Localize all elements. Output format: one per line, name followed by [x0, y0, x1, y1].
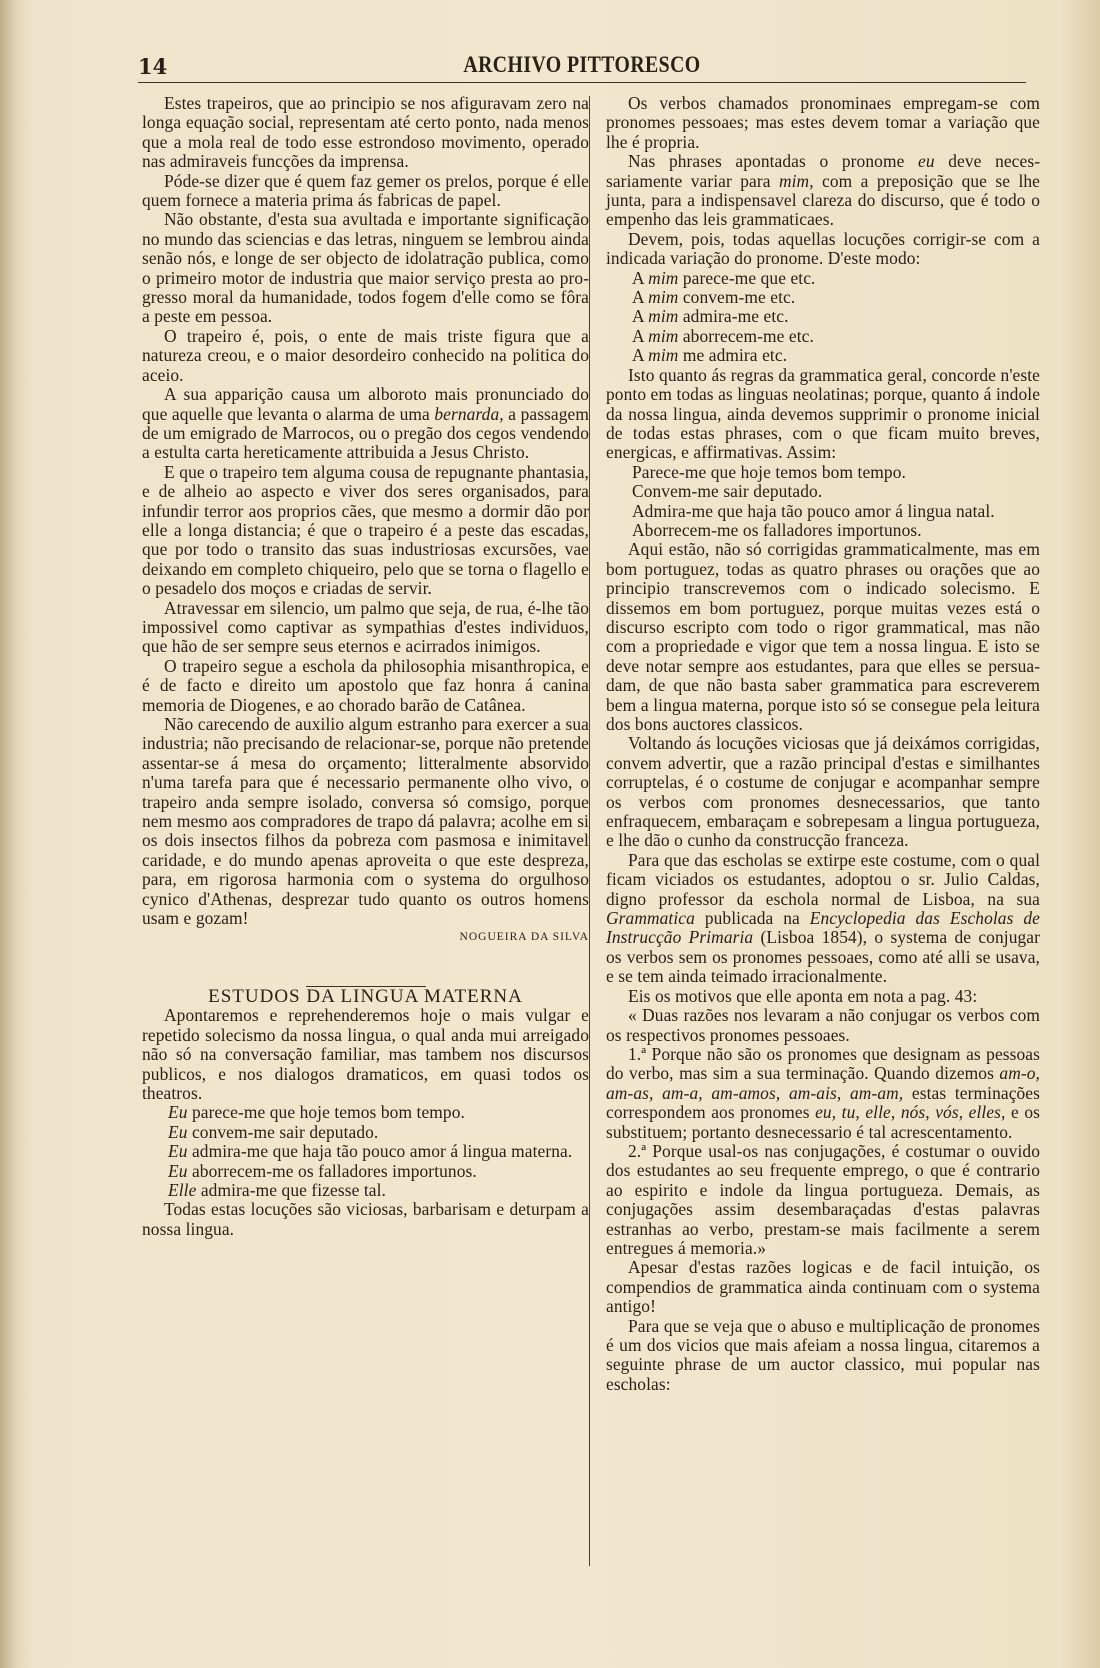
corrected-sentence — [606, 307, 1040, 326]
corrected-sentence — [606, 288, 1040, 307]
paragraph: « Duas razões nos levaram a não conjugar os verbos com os respectivos pronomes pessoaes. — [606, 1005, 1040, 1045]
paragraph: Atravessar em silencio, um palmo que seja, de rua, é-lhe tão impossivel como captivar as sympathias d'estes individuos, que hão de ser sempre seus eternos e acirrados inimigos. — [142, 597, 589, 657]
paragraph: Póde-se dizer que é quem faz gemer os prelos, porque é elle quem fornece a materia prima ás fabricas de papel. — [142, 170, 589, 211]
example-text: A — [632, 267, 649, 288]
example-text: A — [632, 287, 649, 308]
example-text: aborrecem-me etc. — [678, 325, 814, 346]
example-text: A — [632, 325, 649, 346]
italic-word: eu, tu, elle, nós, vós, elles, — [815, 1102, 1006, 1123]
pronoun: Eu — [168, 1121, 188, 1142]
example-text: admira-me etc. — [678, 306, 789, 327]
paragraph: Os verbos chamados pronominaes empregam-se com pronomes pessoaes; mas estes devem tomar a variação que lhe é propria. — [606, 93, 1040, 152]
plain-sentence: Aborrecem-me os falladores importunos. — [632, 519, 922, 540]
corrected-sentence — [606, 269, 1040, 288]
paragraph: Eis os motivos que elle aponta em nota a pag. 43: — [628, 985, 978, 1006]
paragraph: Devem, pois, todas aquellas locuções corrigir-se com a indicada variação do pronome. D'este modo: — [606, 228, 1040, 269]
pronoun: Eu — [168, 1141, 188, 1162]
paragraph-text: Para que das escholas se extirpe este costume, com o qual ficam viciados os estudantes, adoptou o sr. Julio Caldas, digno professor da eschola normal de Lisboa, na sua — [606, 849, 1040, 909]
pronoun: Eu — [168, 1160, 188, 1181]
example-text: me admira etc. — [678, 345, 788, 366]
paragraph: Apontaremos e reprehenderemos hoje o mais vulgar e repetido solecismo da nossa lingua, o qual anda mui arreigado não só na conversação familiar, mas tambem nos discursos publicos, e nos dialogos dramaticos, em quasi todos os theatros. — [142, 1005, 589, 1103]
paragraph-text: ou o pregão dos cegos vendendo a estulta carta hereticamente attribuida a Jesus Christo. — [142, 422, 589, 463]
paragraph: E que o trapeiro tem alguma cousa de repugnante phantasia, e de alheio ao aspecto e viver dos seres organisados, para infundir terror aos proprios cães, que mesmo a dormir dão por elle a longa distancia; é que o trapeiro é a peste das escadas, que por todo o transito das suas industriosas excursões, vae deixando em completo chiqueiro, pelo que se torna o flagello e o pesadelo dos moços e criadas de servir. — [142, 461, 589, 599]
paragraph — [606, 1045, 1040, 1142]
paragraph-text: a passagem de um emigrado de Marrocos, — [142, 403, 589, 443]
example-sentence — [142, 1123, 589, 1142]
paragraph: Aqui estão, não só corrigidas grammaticalmente, mas em bom portuguez, todas as quatro phrases ou orações que ao principio transcrevemos com o indicado solecismo. E dissemos em bom portuguez, porque muitas vezes está o discurso escripto com todo o rigor grammatical, mas não com a propriedade e vigor que tem a nossa lingua. E isto se deve notar sempre aos estudantes, para que elles se persuadam, de que não basta saber grammatica para escreverem bem a lingua materna, porque isto só se consegue pela leitura dos bons auctores classicos. — [606, 539, 1040, 734]
italic-title: Encyclopedia das Escholas de Instrucção Primaria — [606, 908, 1040, 948]
italic-word: bernarda, — [434, 403, 504, 424]
example-text: convem-me etc. — [678, 287, 796, 308]
running-title: ARCHIVO PITTORESCO — [463, 52, 701, 77]
page-header — [138, 52, 1026, 83]
paragraph — [606, 152, 1040, 230]
example-text: aborrecem-me os falladores importunos. — [187, 1160, 477, 1181]
corrected-sentence — [606, 327, 1040, 346]
example-sentence — [142, 1103, 589, 1122]
italic-word: mim, — [778, 170, 814, 191]
italic-word: mim — [648, 267, 679, 288]
page-number: 14 — [138, 54, 168, 79]
paragraph: Voltando ás locuções viciosas que já deixámos corrigidas, convem advertir, que a razão principal d'estas e similhantes corruptelas, é o costume de conjugar e acompanhar sempre os verbos com pronomes desnecessarios, que tanto enfraquecem, embaraçam e sobrepesam a lingua portugueza, e lhe dão o cunho da construcção franceza. — [606, 733, 1040, 851]
section-title: ESTUDOS DA LINGUA MATERNA — [208, 985, 523, 1007]
paragraph: Para que se veja que o abuso e multiplicação de pronomes é um dos vicios que mais afeiam a nossa lingua, citaremos a seguinte phrase de um auctor classico, mui popular nas escholas: — [606, 1315, 1040, 1394]
italic-title: Grammatica — [606, 908, 695, 929]
italic-word: mim — [648, 325, 679, 346]
pronoun: Eu — [168, 1102, 188, 1123]
italic-word: am-o, am-as, am-a, am-amos, am-ais, am-am, — [606, 1063, 1040, 1103]
binding-gutter — [0, 0, 18, 1668]
paragraph — [142, 385, 589, 463]
plain-sentence: Parece-me que hoje temos bom tempo. — [632, 461, 906, 482]
right-column — [606, 94, 1040, 1394]
paragraph: Não carecendo de auxilio algum estranho para exercer a sua industria; não precisando de relacionar-se, porque não pretende assentar-se á mesa do orçamento; litteralmente absorvido n'uma tarefa para que é necessario permanente olho vivo, o trapeiro anda sempre isolado, conversa só comsigo, porque nem mesmo aos compradores de trapo dá palavra; acolhe em si os dois insectos filhos da pobreza com pasmosa e inimitavel caridade, e do mundo apenas aproveita o que este despreza, para, em rigorosa harmonia com o systema do orgulhoso cynico d'Athenas, desprezar tudo quanto os outros homens usam e gozam! — [142, 714, 589, 929]
example-text: admira-me que fizesse tal. — [196, 1179, 386, 1200]
example-text: convem-me sair deputado. — [187, 1121, 379, 1142]
paragraph-text: (Lisboa 1854), o systema de conjugar os verbos sem os pronomes pessoaes, como até alli se usava, e se tem ainda teimado irracionalmente. — [606, 927, 1040, 987]
paragraph: Isto quanto ás regras da grammatica geral, concorde n'este ponto em todas as linguas neolatinas; porque, quanto á indole da nossa lingua, ainda devemos supprimir o pronome inicial de todas estas phrases, com o que ficam muito breves, energicas, e affirmativas. Assim: — [606, 364, 1041, 463]
paragraph: Apesar d'estas razões logicas e de facil intuição, os compendios de grammatica ainda continuam com o systema antigo! — [606, 1257, 1040, 1317]
italic-word: mim — [648, 306, 679, 327]
example-text: admira-me que haja tão pouco amor á lingua materna. — [187, 1141, 573, 1162]
paragraph-text: A sua apparição causa um alboroto mais pronunciado do que aquelle que levanta o alarma de uma — [142, 384, 589, 424]
left-column — [142, 94, 589, 1239]
paragraph-text: e os substituem; portanto desnecessario é tal acrescentamento. — [606, 1102, 1040, 1142]
paragraph-text: deve necessariamente variar para — [606, 151, 1040, 191]
paragraph: Estes trapeiros, que ao principio se nos afiguravam zero na longa equação social, representam até certo ponto, nada menos que a mola real de todo esse estrondoso movimento, operado nas admiraveis funcções da imprensa. — [142, 93, 589, 172]
plain-sentence: Convem-me sair deputado. — [632, 481, 823, 502]
author-signature: NOGUEIRA DA SILVA — [459, 931, 589, 944]
paragraph-text: com a preposição que se lhe junta, para a indispensavel clareza do discurso, que é todo o empenho das leis grammaticaes. — [606, 170, 1040, 230]
italic-word: eu — [918, 151, 935, 172]
paragraph — [606, 851, 1040, 987]
paragraph: Todas estas locuções são viciosas, barbarisam e deturpam a nossa lingua. — [142, 1199, 589, 1239]
example-text: parece-me que hoje temos bom tempo. — [187, 1102, 465, 1123]
paragraph: 2.ª Porque usal-os nas conjugações, é costumar o ouvido dos estudantes ao seu frequente emprego, o que é contrario ao espirito e indole da lingua portugueza. Demais, as conjugações assim desembaraçadas d'estas palavras estranhas ao verbo, prestam-se mais facilmente a serem entregues á memoria.» — [606, 1140, 1040, 1258]
pronoun: Elle — [168, 1179, 197, 1200]
italic-word: mim — [648, 287, 679, 308]
paragraph-text: estas terminações correspondem aos pronomes — [606, 1082, 1040, 1123]
plain-sentence: Admira-me que haja tão pouco amor á lingua natal. — [632, 500, 995, 521]
example-sentence — [142, 1181, 589, 1200]
italic-word: mim — [648, 345, 679, 366]
example-sentence — [142, 1142, 589, 1161]
example-sentence — [142, 1162, 589, 1181]
paragraph: O trapeiro segue a eschola da philosophia misanthropica, e é de facto e direito um apostolo que faz honra á canina memoria de Diogenes, e ao chorado barão de Catânea. — [142, 655, 589, 715]
example-text: A — [632, 306, 649, 327]
example-text: parece-me que etc. — [678, 267, 816, 288]
paragraph-text: Nas phrases apontadas o pronome — [628, 151, 918, 172]
paragraph-text: publicada na — [694, 908, 810, 929]
corrected-sentence — [606, 346, 1040, 365]
paragraph: O trapeiro é, pois, o ente de mais triste figura que a natureza creou, e o maior desordeiro conhecido na politica do aceio. — [142, 325, 589, 385]
column-rule — [589, 96, 590, 1566]
example-text: A — [632, 345, 649, 366]
paragraph: Não obstante, d'esta sua avultada e importante significação no mundo das sciencias e das letras, ninguem se lembrou ainda senão nós, e longe de ser objecto de idolatração publica, como o primeiro motor de industria que maior serviço presta ao progresso moral da humanidade, todos fogem d'elle como se fôra a peste em pessoa. — [142, 209, 589, 327]
paragraph-text: 1.ª Porque não são os pronomes que designam as pessoas do verbo, mas sim a sua terminação. Quando dizemos — [606, 1043, 1040, 1084]
